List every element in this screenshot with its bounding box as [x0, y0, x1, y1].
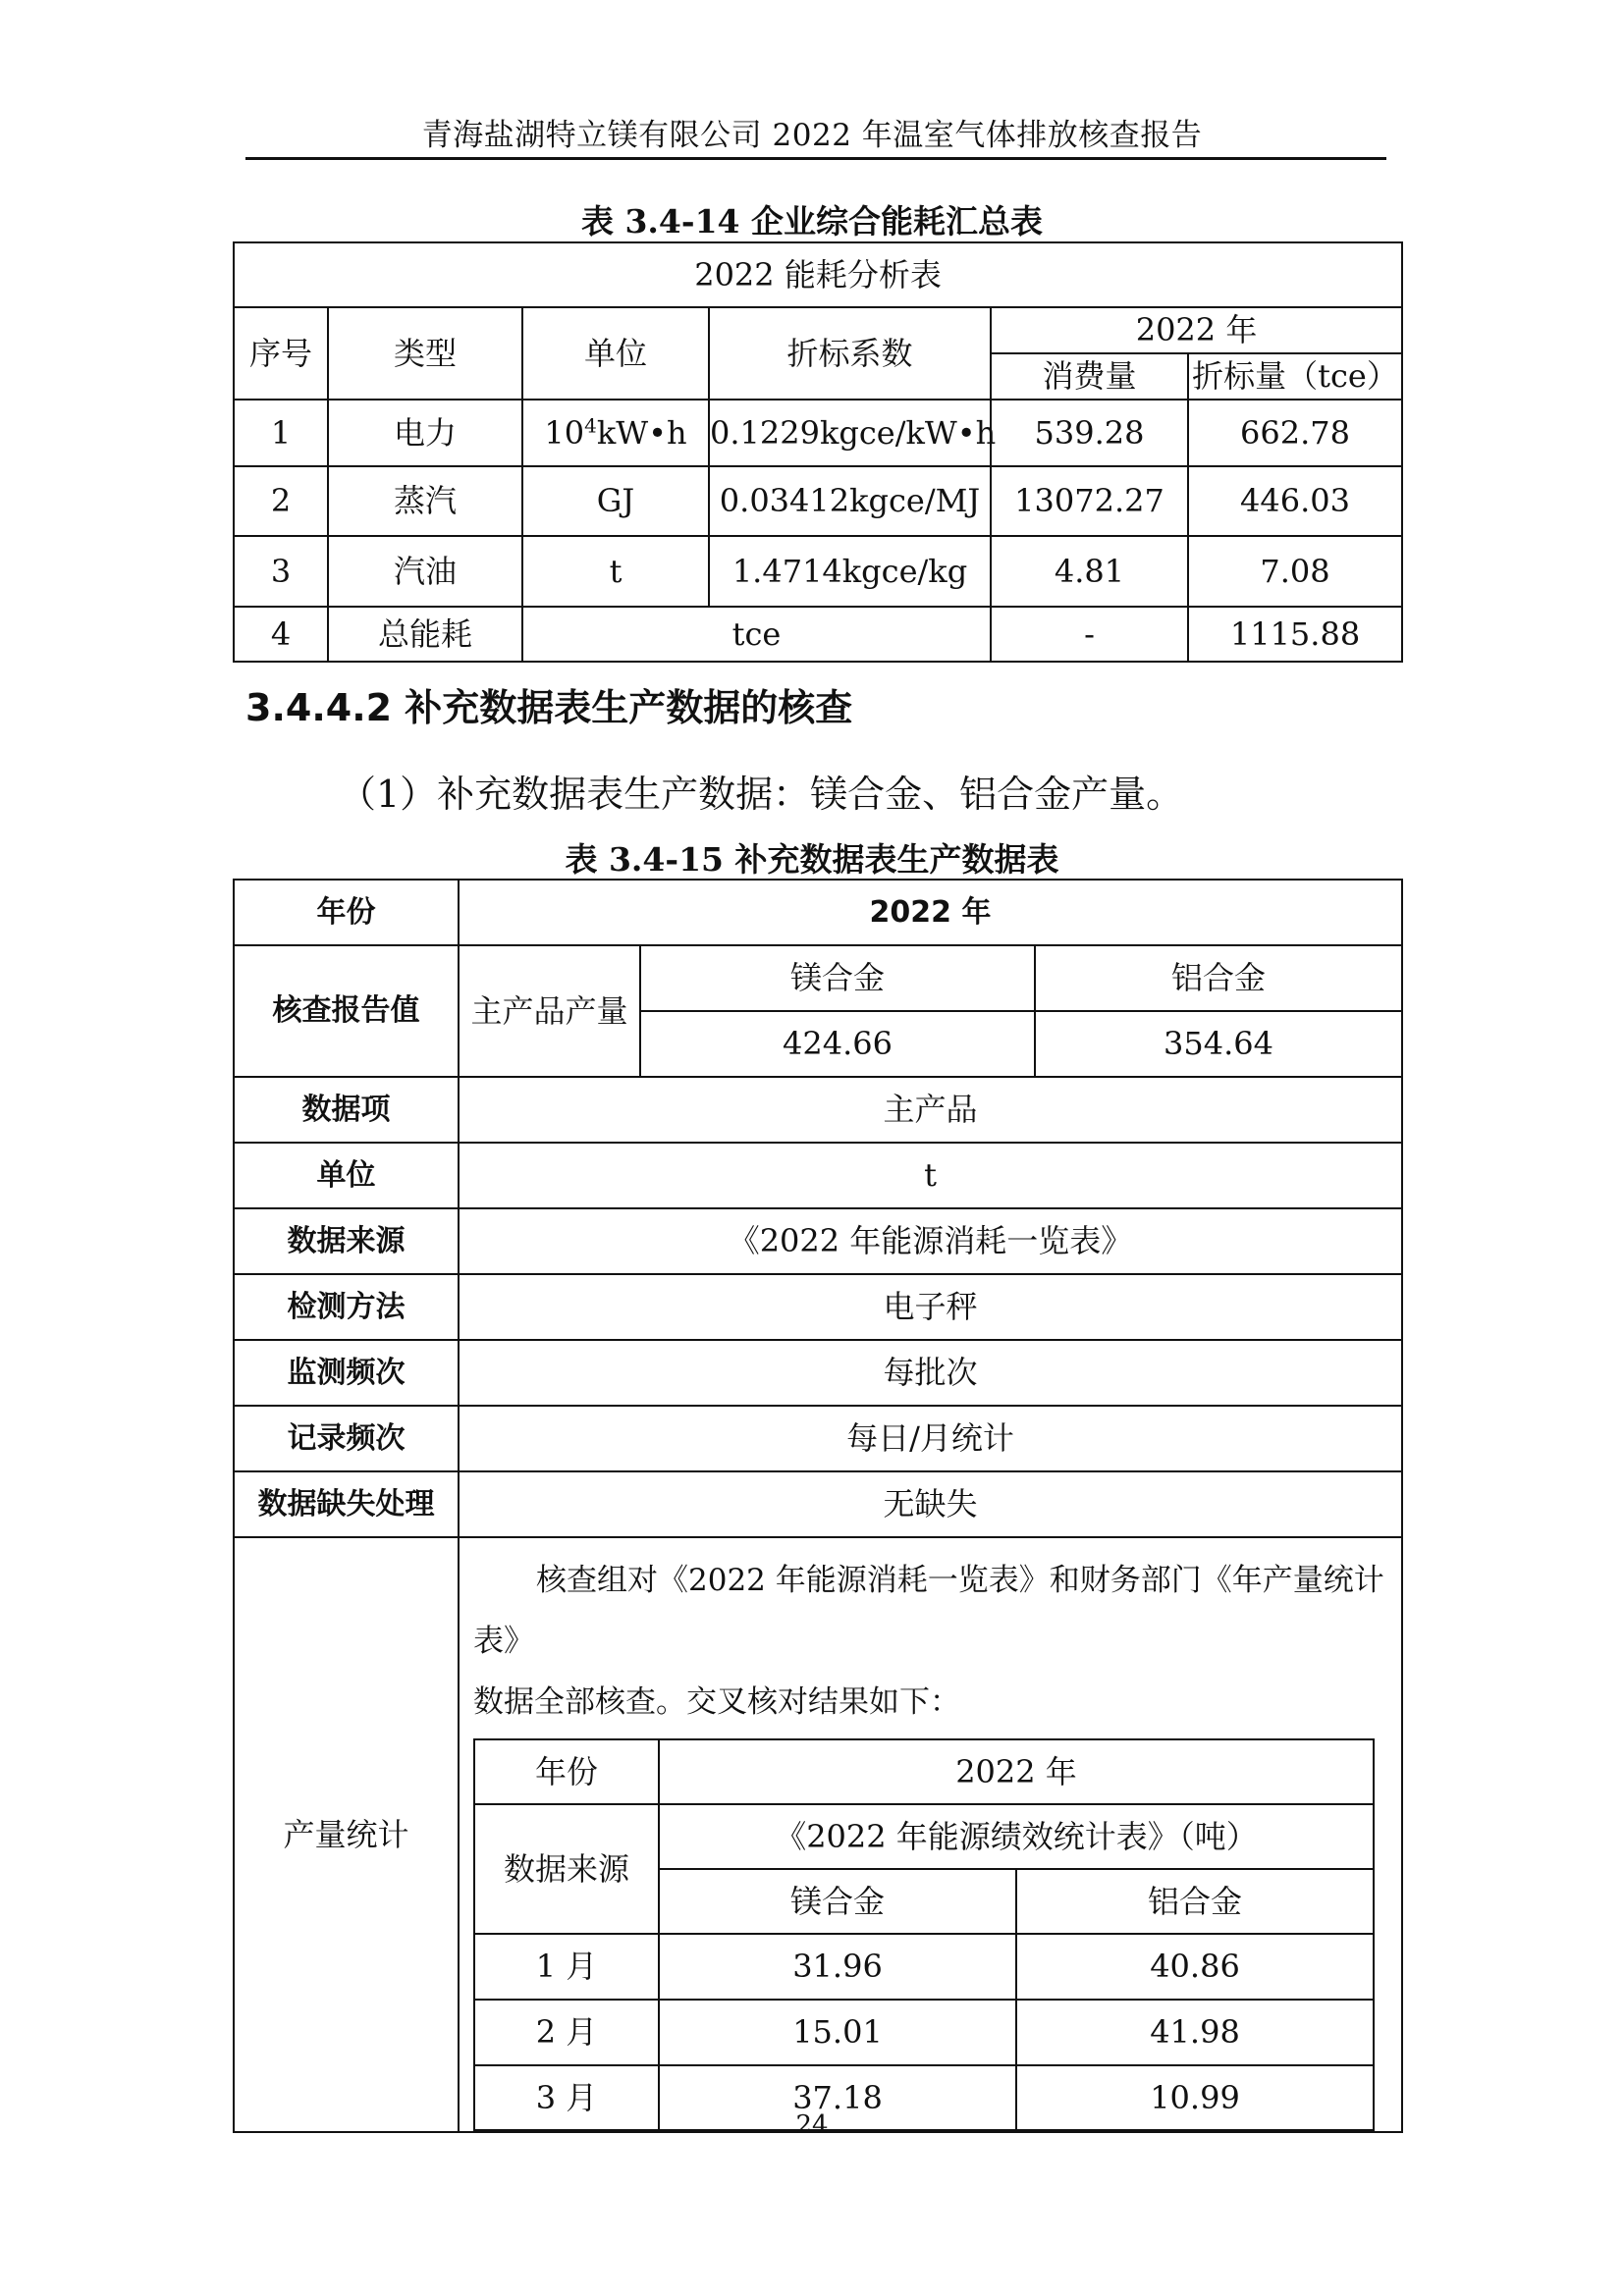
al-alloy-label: 铝合金 — [1035, 945, 1402, 1011]
table1-caption: 表 3.4-14 企业综合能耗汇总表 — [580, 202, 1043, 240]
row-converted: 662.78 — [1188, 400, 1402, 466]
main-product-output-label: 主产品产量 — [459, 945, 640, 1077]
year-value: 2022 年 — [459, 880, 1402, 945]
row-label: 数据缺失处理 — [234, 1471, 459, 1537]
row-unit: tce — [522, 607, 991, 662]
inner-source-label: 数据来源 — [474, 1804, 659, 1934]
header-unit: 单位 — [522, 307, 709, 400]
table-row — [234, 1274, 1402, 1340]
row-type: 蒸汽 — [328, 466, 522, 536]
month: 3 月 — [474, 2065, 659, 2130]
header-year: 2022 年 — [991, 307, 1402, 353]
stats-text-line1: 核查组对《2022 年能源消耗一览表》和财务部门《年产量统计表》 — [473, 1563, 1384, 1659]
row-label: 数据项 — [234, 1077, 459, 1143]
row-consumption: 4.81 — [991, 536, 1188, 607]
table-row — [234, 1143, 1402, 1208]
row-value: 主产品 — [459, 1077, 1402, 1143]
production-data-table — [233, 879, 1403, 2133]
row-unit: t — [522, 536, 709, 607]
section-paragraph: （1）补充数据表生产数据：镁合金、铝合金产量。 — [339, 773, 1184, 816]
row-no: 2 — [234, 466, 328, 536]
page-number: 24 — [795, 2110, 829, 2140]
row-type: 汽油 — [328, 536, 522, 607]
header-no: 序号 — [234, 307, 328, 400]
table-row — [474, 2000, 1374, 2065]
year-label: 年份 — [234, 880, 459, 945]
mg-alloy-value: 424.66 — [640, 1011, 1035, 1077]
table-row — [234, 536, 1402, 607]
mg-alloy-label: 镁合金 — [640, 945, 1035, 1011]
row-factor: 0.03412kgce/MJ — [709, 466, 991, 536]
inner-mg-label: 镁合金 — [659, 1869, 1016, 1934]
row-type: 电力 — [328, 400, 522, 466]
page-header-title: 青海盐湖特立镁有限公司 2022 年温室气体排放核查报告 — [421, 118, 1203, 153]
output-statistics-label: 产量统计 — [234, 1537, 459, 2132]
row-converted: 446.03 — [1188, 466, 1402, 536]
unit-base: 10 — [544, 413, 585, 452]
row-label: 监测频次 — [234, 1340, 459, 1406]
table-row — [234, 1471, 1402, 1537]
output-statistics-cell — [459, 1537, 1402, 2132]
row-consumption: - — [991, 607, 1188, 662]
inner-year-value: 2022 年 — [659, 1739, 1374, 1804]
row-value: 电子秤 — [459, 1274, 1402, 1340]
table-row — [234, 1208, 1402, 1274]
row-converted: 7.08 — [1188, 536, 1402, 607]
row-type: 总能耗 — [328, 607, 522, 662]
row-factor: 0.1229kgce/kW•h — [709, 400, 991, 466]
unit-rest: kW•h — [596, 413, 687, 452]
row-label: 记录频次 — [234, 1406, 459, 1471]
stats-text-line2: 数据全部核查。交叉核对结果如下： — [473, 1684, 960, 1720]
unit-exponent: 4 — [584, 413, 597, 438]
row-label: 检测方法 — [234, 1274, 459, 1340]
header-type: 类型 — [328, 307, 522, 400]
row-converted: 1115.88 — [1188, 607, 1402, 662]
row-no: 3 — [234, 536, 328, 607]
table2-caption: 表 3.4-15 补充数据表生产数据表 — [565, 840, 1059, 879]
row-value: t — [459, 1143, 1402, 1208]
table-row — [234, 1406, 1402, 1471]
table-row — [234, 400, 1402, 466]
header-consumption: 消费量 — [991, 353, 1188, 400]
mg-value: 15.01 — [659, 2000, 1016, 2065]
table-row — [234, 1077, 1402, 1143]
mg-value: 31.96 — [659, 1934, 1016, 2000]
inner-source-value: 《2022 年能源绩效统计表》（吨） — [659, 1804, 1374, 1869]
row-consumption: 13072.27 — [991, 466, 1188, 536]
row-no: 4 — [234, 607, 328, 662]
table-row — [234, 607, 1402, 662]
inner-year-label: 年份 — [474, 1739, 659, 1804]
table-row — [474, 1934, 1374, 2000]
energy-summary-table — [233, 241, 1403, 663]
header-rule — [245, 157, 1386, 160]
mg-value: 37.18 — [659, 2065, 1016, 2130]
month: 2 月 — [474, 2000, 659, 2065]
al-value: 10.99 — [1016, 2065, 1374, 2130]
al-alloy-value: 354.64 — [1035, 1011, 1402, 1077]
section-heading: 3.4.4.2 补充数据表生产数据的核查 — [245, 686, 853, 729]
table1-title: 2022 能耗分析表 — [234, 242, 1402, 307]
row-value: 每批次 — [459, 1340, 1402, 1406]
row-no: 1 — [234, 400, 328, 466]
inner-al-label: 铝合金 — [1016, 1869, 1374, 1934]
row-label: 单位 — [234, 1143, 459, 1208]
report-value-label: 核查报告值 — [234, 945, 459, 1077]
cross-check-table — [473, 1738, 1375, 2131]
row-value: 每日/月统计 — [459, 1406, 1402, 1471]
row-value: 无缺失 — [459, 1471, 1402, 1537]
header-factor: 折标系数 — [709, 307, 991, 400]
al-value: 41.98 — [1016, 2000, 1374, 2065]
row-label: 数据来源 — [234, 1208, 459, 1274]
al-value: 40.86 — [1016, 1934, 1374, 2000]
table-row — [234, 466, 1402, 536]
row-unit: GJ — [522, 466, 709, 536]
table-row — [234, 1340, 1402, 1406]
header-converted: 折标量（tce） — [1188, 353, 1402, 400]
month: 1 月 — [474, 1934, 659, 2000]
row-value: 《2022 年能源消耗一览表》 — [459, 1208, 1402, 1274]
row-consumption: 539.28 — [991, 400, 1188, 466]
row-unit — [522, 400, 709, 466]
row-factor: 1.4714kgce/kg — [709, 536, 991, 607]
